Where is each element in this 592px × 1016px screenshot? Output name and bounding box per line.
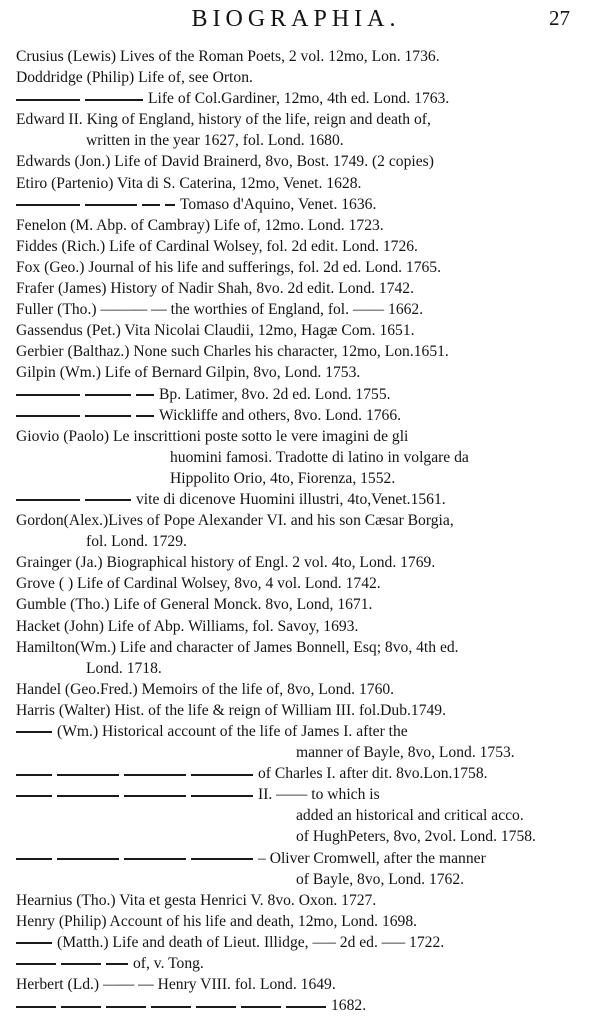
entry-continuation: Lond. 1718. bbox=[86, 659, 162, 677]
ditto-dash bbox=[16, 858, 52, 860]
entry bbox=[16, 700, 582, 721]
entry bbox=[16, 384, 582, 405]
entry-text: Gumble (Tho.) Life of General Monck. 8vo, Lond, 1671. bbox=[16, 596, 373, 614]
entry-line bbox=[16, 67, 582, 88]
ditto-dash bbox=[106, 963, 128, 965]
ditto-dash bbox=[57, 858, 119, 860]
entry-text: Handel (Geo.Fred.) Memoirs of the life of, 8vo, Lond. 1760. bbox=[16, 680, 395, 698]
entry-text: II. —— to which is bbox=[258, 786, 380, 804]
entry-text: of Charles I. after dit. 8vo.Lon.1758. bbox=[258, 765, 488, 783]
entry bbox=[16, 848, 582, 890]
ditto-dash bbox=[85, 394, 131, 396]
entry-line bbox=[16, 151, 582, 172]
entry-text: Bp. Latimer, 8vo. 2d ed. Lond. 1755. bbox=[159, 385, 391, 403]
entry bbox=[16, 679, 582, 700]
ditto-dash bbox=[16, 963, 56, 965]
entry bbox=[16, 46, 582, 67]
page-number: 27 bbox=[549, 6, 570, 30]
entry-text: – Oliver Cromwell, after the manner bbox=[258, 849, 486, 867]
entry bbox=[16, 362, 582, 383]
entry-line bbox=[16, 911, 582, 932]
entry-text: Edward II. King of England, history of the life, reign and death of, bbox=[16, 111, 431, 129]
bibliography-list bbox=[16, 46, 582, 1016]
entry bbox=[16, 489, 582, 510]
entry-continuation: huomini famosi. Tradotte di latino in volgare da bbox=[170, 448, 469, 466]
entry-text: Etiro (Partenio) Vita di S. Caterina, 12mo, Venet. 1628. bbox=[16, 174, 362, 192]
entry-text: Gerbier (Balthaz.) None such Charles his character, 12mo, Lon.1651. bbox=[16, 343, 449, 361]
ditto-dash bbox=[241, 1006, 281, 1008]
entry-line bbox=[16, 616, 582, 637]
entry-line bbox=[16, 784, 582, 805]
entry-continuation: Hippolito Orio, 4to, Fiorenza, 1552. bbox=[170, 469, 396, 487]
entry bbox=[16, 173, 582, 194]
entry-text: Grainger (Ja.) Biographical history of Engl. 2 vol. 4to, Lond. 1769. bbox=[16, 554, 436, 572]
entry bbox=[16, 763, 582, 784]
entry bbox=[16, 995, 582, 1016]
entry-line bbox=[16, 552, 582, 573]
entry-line bbox=[16, 299, 582, 320]
entry-continuation: written in the year 1627, fol. Lond. 1680. bbox=[86, 132, 344, 150]
entry bbox=[16, 784, 582, 847]
entry-text: Gassendus (Pet.) Vita Nicolai Claudii, 12mo, Hagæ Com. 1651. bbox=[16, 322, 415, 340]
ditto-dash bbox=[16, 942, 52, 944]
entry-text: Fenelon (M. Abp. of Cambray) Life of, 12mo. Lond. 1723. bbox=[16, 216, 384, 234]
ditto-dash bbox=[16, 499, 80, 501]
entry bbox=[16, 299, 582, 320]
ditto-dash bbox=[124, 858, 186, 860]
entry-text: Fox (Geo.) Journal of his life and sufferings, fol. 2d ed. Lond. 1765. bbox=[16, 258, 442, 276]
ditto-dash bbox=[16, 774, 52, 776]
entry-line bbox=[16, 405, 582, 426]
page-header bbox=[0, 4, 592, 34]
entry bbox=[16, 552, 582, 573]
entry-line bbox=[16, 426, 582, 447]
ditto-dash bbox=[85, 99, 143, 101]
entry-text: Life of Col.Gardiner, 12mo, 4th ed. Lond. 1763. bbox=[148, 90, 450, 108]
entry-text: Crusius (Lewis) Lives of the Roman Poets, 2 vol. 12mo, Lon. 1736. bbox=[16, 48, 440, 65]
running-title: BIOGRAPHIA. bbox=[191, 6, 401, 32]
entry-line bbox=[16, 848, 582, 869]
entry-text: Hacket (John) Life of Abp. Williams, fol. Savoy, 1693. bbox=[16, 617, 359, 635]
entry-line bbox=[16, 995, 582, 1016]
entry bbox=[16, 320, 582, 341]
entry-line bbox=[16, 489, 582, 510]
entry bbox=[16, 974, 582, 995]
entry-line bbox=[16, 320, 582, 341]
entry-line bbox=[16, 953, 582, 974]
entry-text: Tomaso d'Aquino, Venet. 1636. bbox=[180, 195, 377, 213]
entry-text: vite di dicenove Huomini illustri, 4to,Venet.1561. bbox=[136, 490, 446, 508]
ditto-dash bbox=[165, 204, 175, 206]
entry-line bbox=[16, 594, 582, 615]
entry-text: Giovio (Paolo) Le inscrittioni poste sotto le vere imagini de gli bbox=[16, 427, 409, 445]
entry-line bbox=[16, 763, 582, 784]
entry-text: Hearnius (Tho.) Vita et gesta Henrici V. 8vo. Oxon. 1727. bbox=[16, 891, 377, 909]
entry-continuation: of Bayle, 8vo, Lond. 1762. bbox=[296, 870, 465, 888]
entry bbox=[16, 341, 582, 362]
entry-line bbox=[16, 341, 582, 362]
entry-line bbox=[16, 362, 582, 383]
ditto-dash bbox=[61, 963, 101, 965]
entry-text: Herbert (Ld.) —— — Henry VIII. fol. Lond. 1649. bbox=[16, 976, 336, 994]
entry-line bbox=[16, 932, 582, 953]
entry-line bbox=[16, 679, 582, 700]
entry-text: (Matth.) Life and death of Lieut. Illidge, —– 2d ed. —– 1722. bbox=[57, 933, 445, 951]
ditto-dash bbox=[57, 774, 119, 776]
entry-line bbox=[16, 173, 582, 194]
entry bbox=[16, 278, 582, 299]
entry-text: 1682. bbox=[331, 997, 367, 1015]
entry-line bbox=[16, 46, 582, 67]
ditto-dash bbox=[16, 795, 52, 797]
ditto-dash bbox=[191, 795, 253, 797]
entry bbox=[16, 616, 582, 637]
entry bbox=[16, 215, 582, 236]
ditto-dash bbox=[16, 394, 80, 396]
entry-text: Edwards (Jon.) Life of David Brainerd, 8vo, Bost. 1749. (2 copies) bbox=[16, 153, 434, 171]
ditto-dash bbox=[196, 1006, 236, 1008]
ditto-dash bbox=[85, 415, 131, 417]
entry-line bbox=[16, 194, 582, 215]
entry bbox=[16, 405, 582, 426]
entry bbox=[16, 88, 582, 109]
ditto-dash bbox=[191, 858, 253, 860]
entry-continuation: of HughPeters, 8vo, 2vol. Lond. 1758. bbox=[296, 828, 536, 846]
ditto-dash bbox=[16, 731, 52, 733]
entry-text: Wickliffe and others, 8vo. Lond. 1766. bbox=[159, 406, 402, 424]
entry-line bbox=[16, 890, 582, 911]
entry bbox=[16, 890, 582, 911]
entry-continuation: added an historical and critical acco. bbox=[296, 807, 524, 825]
entry bbox=[16, 911, 582, 932]
entry-continuation: fol. Lond. 1729. bbox=[86, 533, 187, 551]
ditto-dash bbox=[16, 1006, 56, 1008]
entry-line bbox=[16, 721, 582, 742]
entry-line bbox=[16, 257, 582, 278]
entry-line bbox=[16, 215, 582, 236]
ditto-dash bbox=[16, 415, 80, 417]
entry bbox=[16, 236, 582, 257]
entry bbox=[16, 67, 582, 88]
ditto-dash bbox=[85, 204, 137, 206]
entry-continuation: manner of Bayle, 8vo, Lond. 1753. bbox=[296, 744, 515, 762]
entry bbox=[16, 932, 582, 953]
entry bbox=[16, 257, 582, 278]
ditto-dash bbox=[124, 774, 186, 776]
entry-text: Doddridge (Philip) Life of, see Orton. bbox=[16, 69, 253, 87]
entry-text: Hamilton(Wm.) Life and character of James Bonnell, Esq; 8vo, 4th ed. bbox=[16, 638, 459, 656]
entry-line bbox=[16, 510, 582, 531]
ditto-dash bbox=[16, 99, 80, 101]
ditto-dash bbox=[136, 415, 154, 417]
entry-text: Gilpin (Wm.) Life of Bernard Gilpin, 8vo, Lond. 1753. bbox=[16, 364, 361, 382]
ditto-dash bbox=[57, 795, 119, 797]
entry bbox=[16, 510, 582, 552]
entry-text: Grove ( ) Life of Cardinal Wolsey, 8vo, 4 vol. Lond. 1742. bbox=[16, 575, 381, 593]
ditto-dash bbox=[85, 499, 131, 501]
entry-line bbox=[16, 109, 582, 130]
ditto-dash bbox=[106, 1006, 146, 1008]
entry bbox=[16, 953, 582, 974]
entry-line bbox=[16, 974, 582, 995]
entry bbox=[16, 573, 582, 594]
entry-line bbox=[16, 637, 582, 658]
entry-text: Fuller (Tho.) ——— — the worthies of England, fol. —— 1662. bbox=[16, 301, 424, 319]
entry-text: Frafer (James) History of Nadir Shah, 8vo. 2d edit. Lond. 1742. bbox=[16, 280, 414, 298]
ditto-dash bbox=[151, 1006, 191, 1008]
ditto-dash bbox=[136, 394, 154, 396]
entry bbox=[16, 426, 582, 489]
entry bbox=[16, 594, 582, 615]
ditto-dash bbox=[16, 204, 80, 206]
entry-line bbox=[16, 700, 582, 721]
entry bbox=[16, 637, 582, 679]
entry bbox=[16, 721, 582, 763]
entry-line bbox=[16, 384, 582, 405]
ditto-dash bbox=[124, 795, 186, 797]
entry-line bbox=[16, 88, 582, 109]
entry-line bbox=[16, 573, 582, 594]
entry-line bbox=[16, 278, 582, 299]
entry-text: Henry (Philip) Account of his life and death, 12mo, Lond. 1698. bbox=[16, 912, 418, 930]
ditto-dash bbox=[286, 1006, 326, 1008]
ditto-dash bbox=[191, 774, 253, 776]
entry bbox=[16, 109, 582, 151]
entry bbox=[16, 194, 582, 215]
entry-text: Gordon(Alex.)Lives of Pope Alexander VI. and his son Cæsar Borgia, bbox=[16, 512, 454, 530]
entry-text: Fiddes (Rich.) Life of Cardinal Wolsey, fol. 2d edit. Lond. 1726. bbox=[16, 237, 418, 255]
entry bbox=[16, 151, 582, 172]
entry-line bbox=[16, 236, 582, 257]
entry-text: of, v. Tong. bbox=[133, 955, 204, 973]
ditto-dash bbox=[61, 1006, 101, 1008]
entry-text: (Wm.) Historical account of the life of James I. after the bbox=[57, 723, 408, 740]
entry-text: Harris (Walter) Hist. of the life & reign of William III. fol.Dub.1749. bbox=[16, 701, 447, 719]
ditto-dash bbox=[142, 204, 160, 206]
